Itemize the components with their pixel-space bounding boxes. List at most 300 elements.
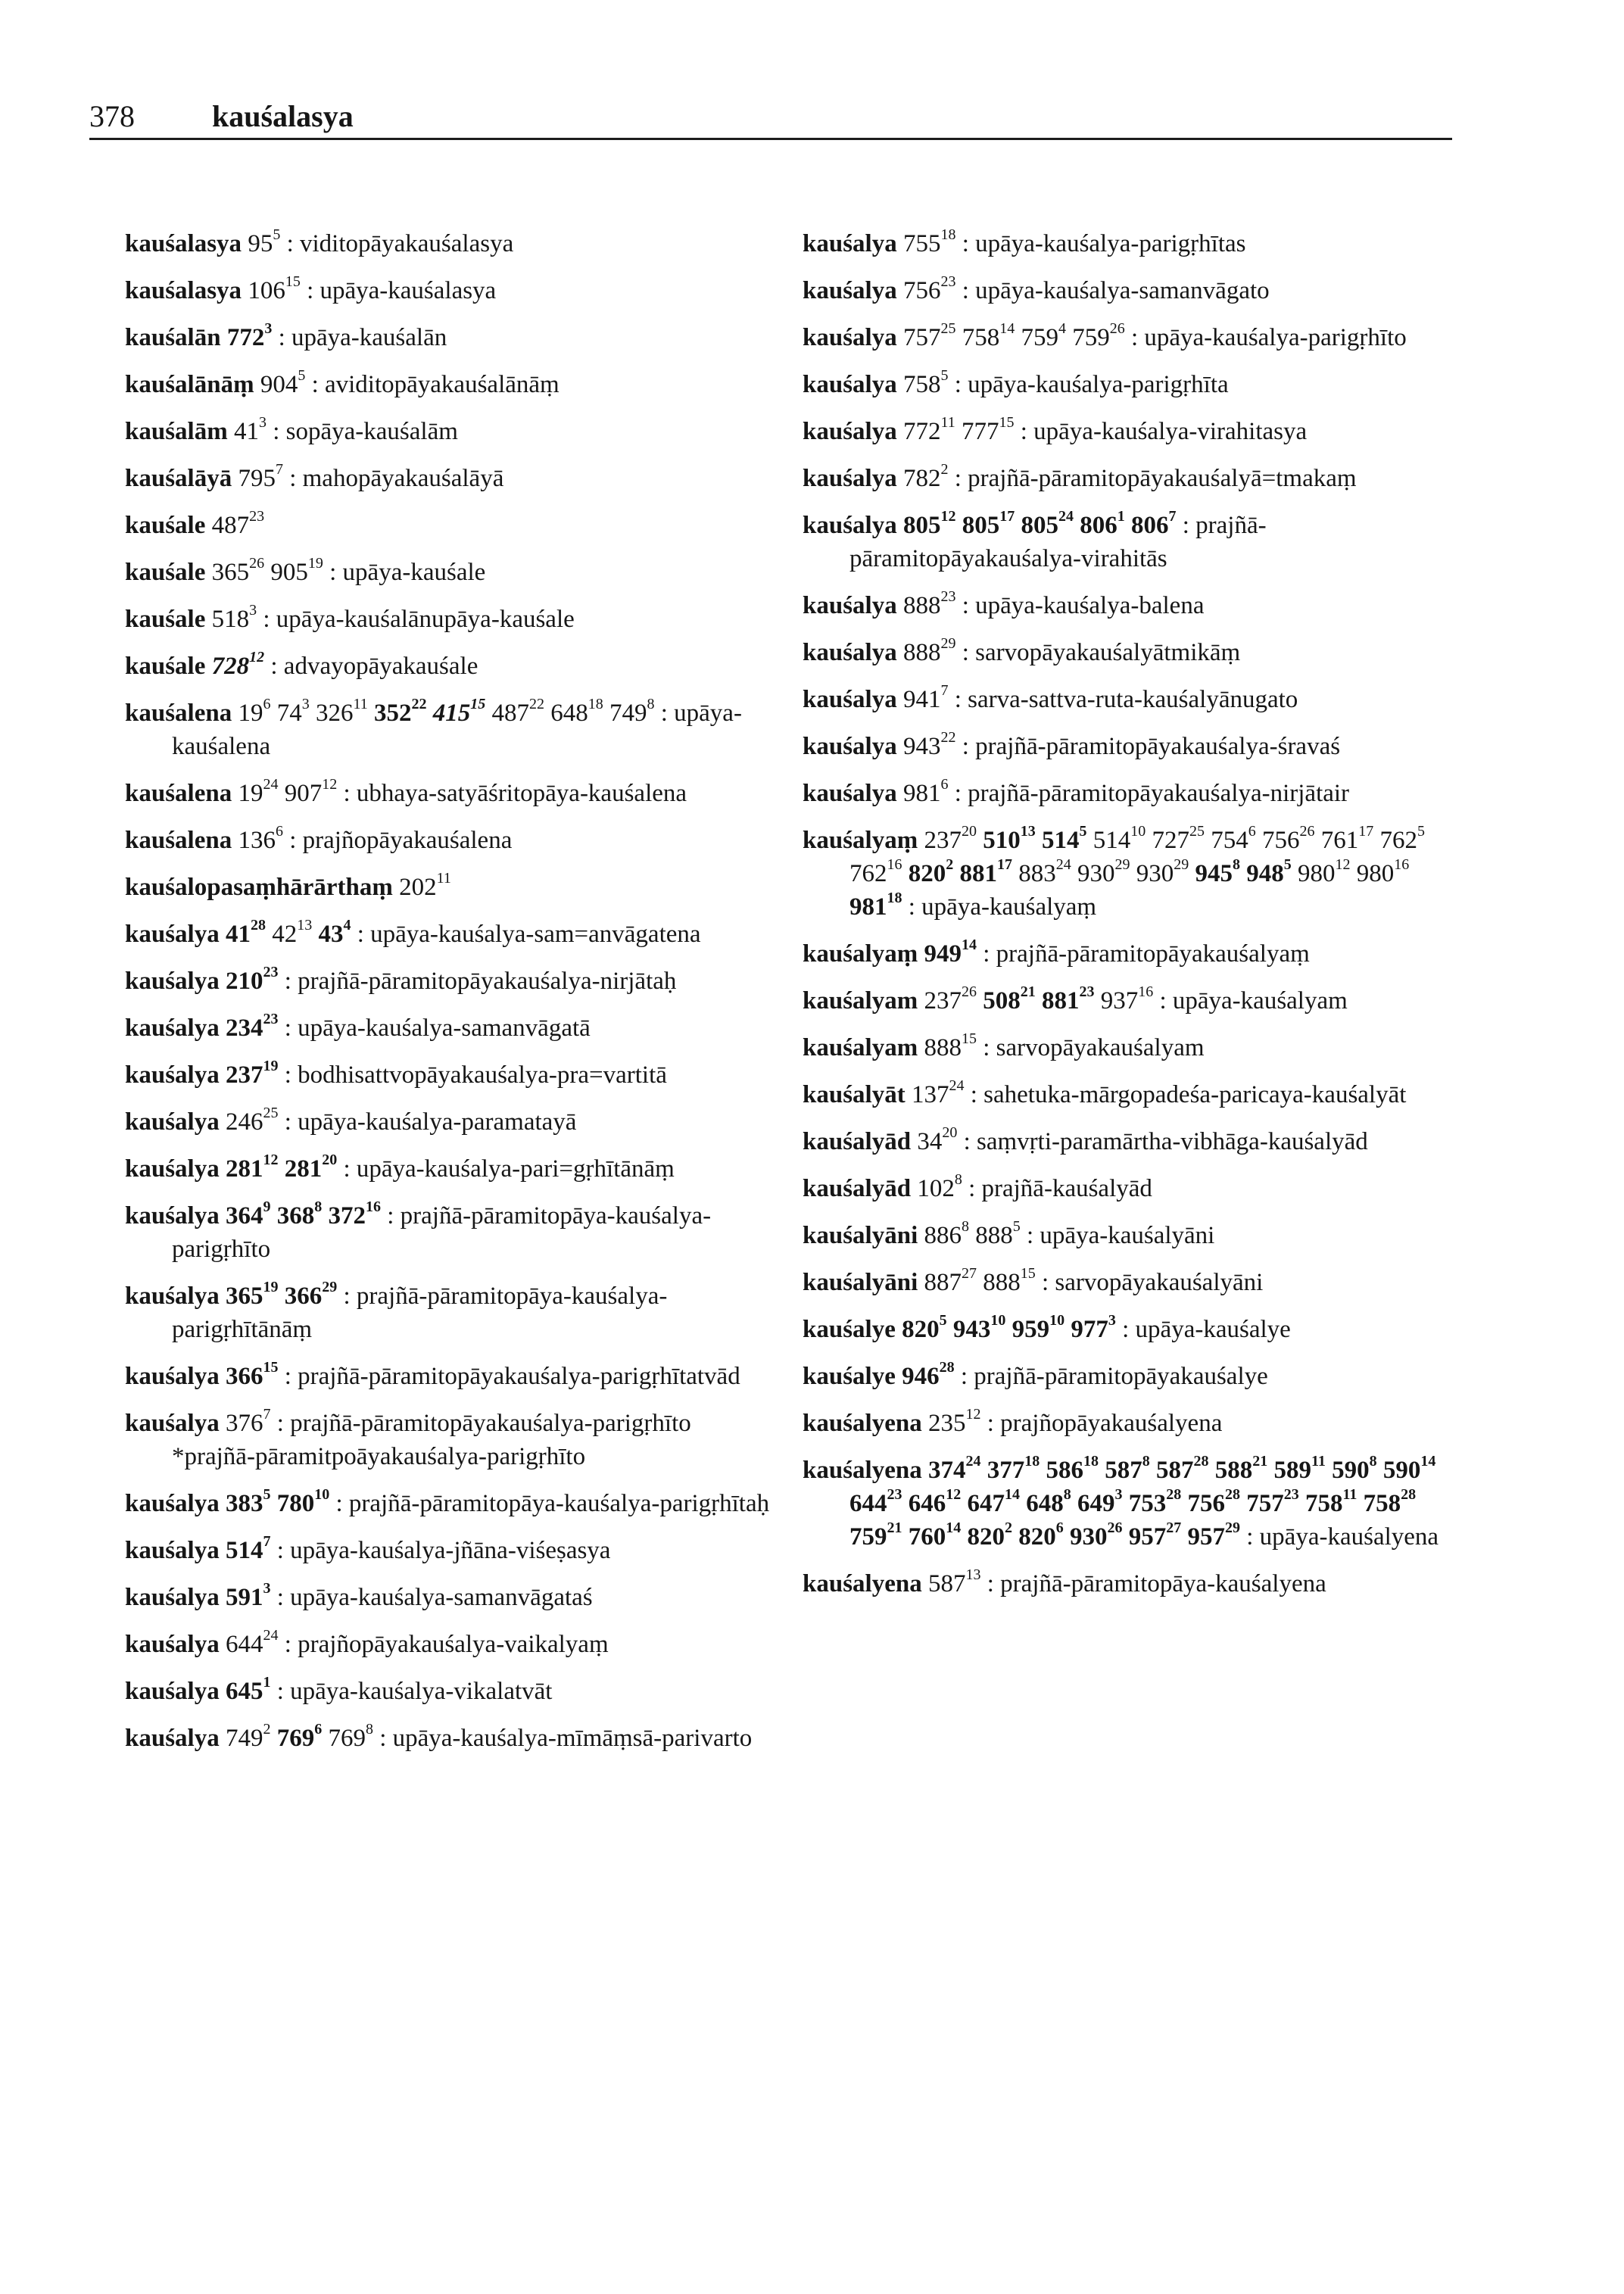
entry-gloss: sarva-sattva-ruta-kauśalyānugato	[968, 686, 1298, 713]
reference-line: 23	[940, 588, 956, 605]
entry-headword: kauśalya	[803, 686, 897, 713]
reference-line: 28	[250, 917, 266, 933]
reference-line: 15	[263, 1359, 279, 1376]
index-entry	[803, 824, 1454, 924]
entry-gloss: prajñopāyakauśalya-vaikalyaṃ	[298, 1631, 609, 1658]
reference-line: 9	[263, 1198, 271, 1215]
reference-line: 12	[946, 1486, 962, 1503]
entry-reference	[1011, 1312, 1065, 1343]
entry-reference	[1041, 823, 1087, 854]
reference-line: 7	[275, 461, 283, 478]
entry-reference	[276, 1198, 323, 1230]
entry-reference	[328, 1721, 373, 1752]
entry-gloss: upāya-kauśalya-sam=anvāgatena	[370, 921, 701, 948]
entry-reference	[1382, 1453, 1436, 1484]
index-entry	[125, 1534, 776, 1567]
entry-reference	[1187, 1486, 1241, 1517]
reference-line: 10	[1130, 823, 1146, 840]
reference-page: 904	[260, 371, 298, 398]
reference-page: 647	[967, 1490, 1005, 1517]
reference-line: 6	[263, 696, 271, 712]
reference-line: 28	[939, 1359, 955, 1376]
reference-page: 795	[238, 465, 276, 492]
entry-reference	[1100, 983, 1154, 1015]
entry-gloss: upāya-kauśalya-virahitasya	[1033, 418, 1308, 445]
page-number: 378	[89, 99, 135, 133]
entry-reference	[924, 1265, 977, 1296]
reference-page: 981	[849, 893, 887, 921]
reference-line: 12	[940, 508, 956, 525]
entry-headword: kauśalya	[125, 1061, 220, 1089]
reference-page: 905	[270, 559, 308, 586]
entry-reference	[902, 1359, 955, 1390]
reference-line: 3	[1114, 1486, 1123, 1503]
reference-page: 760	[908, 1523, 946, 1551]
entry-reference	[225, 964, 279, 995]
reference-page: 364	[225, 1202, 263, 1230]
reference-line: 18	[1024, 1453, 1040, 1470]
entry-headword: kauśalya	[803, 780, 897, 807]
entry-reference	[902, 776, 949, 807]
entry-headword: kauśalyāni	[803, 1269, 918, 1296]
reference-line: 1	[1117, 508, 1125, 525]
entry-reference	[1305, 1486, 1357, 1517]
entry-reference	[284, 776, 338, 807]
entry-headword: kauśalāyā	[125, 465, 232, 492]
reference-line: 17	[997, 856, 1012, 873]
index-entry	[803, 415, 1454, 448]
reference-page: 881	[1041, 987, 1080, 1015]
entry-gloss: aviditopāyakauśalānāṃ	[324, 371, 560, 398]
entry-reference	[917, 1124, 958, 1155]
entry-reference	[1093, 823, 1146, 854]
reference-page: 758	[1305, 1490, 1343, 1517]
entry-gloss: upāya-kauśalya-parigṛhīta	[968, 371, 1229, 398]
index-entry	[125, 1360, 776, 1393]
reference-line: 5	[273, 226, 281, 243]
reference-page: 137	[911, 1081, 949, 1108]
entry-headword: kauśalya	[803, 465, 897, 492]
index-entry	[125, 1279, 776, 1346]
entry-headword: kauśalya	[803, 418, 897, 445]
reference-line: 8	[1233, 856, 1240, 873]
reference-page: 777	[961, 418, 999, 445]
gloss-separator: :	[962, 230, 976, 257]
entry-headword: kauśalyāni	[803, 1222, 918, 1249]
entry-headword: kauśalya	[125, 1725, 220, 1752]
entry-gloss: upāya-kauśalya-parigṛhītas	[975, 230, 1246, 257]
index-entry	[125, 274, 776, 307]
reference-line: 13	[1020, 823, 1036, 840]
entry-reference	[1246, 856, 1292, 887]
reference-page: 237	[924, 827, 962, 854]
index-entry	[803, 321, 1454, 354]
entry-headword: kauśalya	[803, 230, 897, 257]
gloss-separator: :	[329, 559, 343, 586]
entry-gloss: prajñā-pāramitopāyakauśalya-parigṛhītatvād	[298, 1363, 740, 1390]
reference-page: 587	[1105, 1457, 1142, 1484]
reference-page: 749	[225, 1725, 263, 1752]
reference-line: 3	[301, 696, 310, 712]
reference-page: 755	[902, 230, 941, 257]
reference-page: 326	[315, 700, 354, 727]
entry-reference	[211, 649, 265, 680]
reference-line: 13	[965, 1566, 981, 1583]
entry-gloss: upāya-kauśalānupāya-kauśale	[276, 606, 575, 633]
reference-page: 514	[1093, 827, 1131, 854]
gloss-separator: :	[954, 465, 968, 492]
entry-reference	[248, 273, 301, 304]
entry-reference	[1018, 1519, 1064, 1551]
gloss-separator: :	[962, 592, 976, 619]
reference-page: 383	[225, 1490, 263, 1517]
gloss-separator: :	[357, 921, 371, 948]
reference-page: 588	[1214, 1457, 1253, 1484]
entry-headword: kauśalyena	[803, 1410, 922, 1437]
reference-page: 780	[276, 1490, 315, 1517]
reference-page: 806	[1130, 512, 1169, 539]
index-entry	[125, 1581, 776, 1614]
reference-page: 365	[211, 559, 250, 586]
reference-page: 945	[1195, 860, 1233, 887]
entry-reference	[1041, 983, 1095, 1015]
entry-gloss: upāya-kauśalasya	[320, 277, 497, 304]
entry-headword: kauśalye	[803, 1316, 896, 1343]
gloss-separator: :	[954, 780, 968, 807]
gloss-separator: :	[379, 1725, 393, 1752]
reference-page: 782	[902, 465, 941, 492]
entry-headword: kauśalena	[125, 780, 232, 807]
reference-page: 930	[1070, 1523, 1108, 1551]
gloss-separator: :	[276, 1537, 291, 1564]
entry-reference	[1018, 856, 1071, 887]
entry-reference	[609, 696, 655, 727]
entry-gloss: prajñā-pāramitopāyakauśalya-nirjātaḥ	[298, 968, 677, 995]
entry-headword: kauśalya	[125, 1202, 220, 1230]
entry-headword: kauśalām	[125, 418, 228, 445]
reference-page: 518	[211, 606, 250, 633]
reference-page: 727	[1152, 827, 1189, 854]
reference-page: 756	[902, 277, 941, 304]
entry-headword: kauśalānāṃ	[125, 371, 254, 398]
entry-reference	[1080, 508, 1125, 539]
entry-gloss: upāya-kauśalyāni	[1040, 1222, 1215, 1249]
reference-line: 16	[1138, 983, 1154, 1000]
reference-line: 26	[249, 555, 265, 572]
index-entry	[803, 1219, 1454, 1252]
entry-gloss: sarvopāyakauśalyāni	[1055, 1269, 1264, 1296]
reference-line: 18	[887, 890, 902, 906]
entry-reference	[225, 1152, 279, 1183]
reference-line: 19	[263, 1058, 279, 1074]
reference-line: 5	[939, 1312, 947, 1329]
gloss-separator: :	[962, 639, 976, 666]
index-entry	[125, 1152, 776, 1186]
gloss-separator: :	[276, 1410, 291, 1437]
reference-page: 514	[1041, 827, 1080, 854]
entry-reference	[961, 414, 1015, 445]
entry-gloss: upāya-kauśalya-jñāna-viśeṣasya	[290, 1537, 611, 1564]
entry-reference	[849, 856, 902, 887]
entry-headword: kauśalyam	[803, 987, 918, 1015]
reference-page: 759	[849, 1523, 887, 1551]
reference-page: 943	[902, 733, 941, 760]
reference-page: 756	[1261, 827, 1300, 854]
entry-reference	[962, 320, 1015, 351]
entry-gloss: prajñā-pāramitopāyakauśalya-nirjātair	[968, 780, 1350, 807]
entry-reference	[967, 1519, 1013, 1551]
entry-reference	[1246, 1486, 1299, 1517]
reference-page: 645	[225, 1678, 263, 1705]
reference-page: 930	[1136, 860, 1174, 887]
index-entry	[803, 227, 1454, 260]
entry-gloss: prajñopāyakauśalyena	[1000, 1410, 1223, 1437]
index-entry	[803, 1266, 1454, 1299]
entry-headword: kauśalya	[803, 277, 897, 304]
reference-line: 18	[1083, 1453, 1099, 1470]
gloss-separator: :	[1130, 324, 1145, 351]
entry-headword: kauśalasya	[125, 230, 242, 257]
reference-line: 3	[263, 1580, 271, 1597]
reference-line: 16	[887, 856, 902, 873]
reference-line: 15	[961, 1030, 977, 1047]
reference-line: 22	[528, 696, 544, 712]
reference-line: 26	[1107, 1519, 1123, 1536]
reference-page: 941	[902, 686, 941, 713]
reference-page: 761	[1320, 827, 1359, 854]
entry-reference	[211, 508, 265, 539]
index-entry	[803, 777, 1454, 810]
reference-line: 26	[1109, 320, 1125, 337]
reference-line: 6	[1248, 823, 1256, 840]
entry-headword: kauśalya	[803, 592, 897, 619]
entry-reference	[1071, 1312, 1116, 1343]
entry-headword: kauśalya	[803, 324, 897, 351]
entry-reference	[975, 1218, 1021, 1249]
reference-line: 28	[1166, 1486, 1182, 1503]
index-entry	[803, 1078, 1454, 1111]
entry-gloss: upāya-kauśalya-samanvāgato	[975, 277, 1270, 304]
reference-page: 805	[902, 512, 941, 539]
index-entry	[125, 321, 776, 354]
reference-page: 106	[248, 277, 285, 304]
reference-page: 757	[1246, 1490, 1284, 1517]
gloss-separator: :	[954, 686, 968, 713]
reference-page: 372	[328, 1202, 366, 1230]
entry-reference	[1332, 1453, 1377, 1484]
entry-reference	[902, 461, 949, 492]
entry-reference	[211, 602, 257, 633]
reference-line: 2	[1005, 1519, 1012, 1536]
reference-line: 10	[990, 1312, 1006, 1329]
entry-gloss: ubhaya-satyāśritopāya-kauśalena	[356, 780, 687, 807]
index-entry	[125, 415, 776, 448]
reference-line: 8	[1063, 1486, 1071, 1503]
entry-gloss: upāya-kauśalya-parigṛhīto	[1144, 324, 1407, 351]
reference-page: 234	[225, 1015, 263, 1042]
reference-page: 806	[1080, 512, 1117, 539]
entry-gloss: upāya-kauśalye	[1135, 1316, 1291, 1343]
reference-line: 28	[1401, 1486, 1417, 1503]
reference-page: 648	[550, 700, 588, 727]
reference-line: 21	[1252, 1453, 1268, 1470]
reference-page: 881	[959, 860, 997, 887]
reference-page: 587	[1155, 1457, 1194, 1484]
reference-page: 34	[917, 1128, 943, 1155]
reference-page: 805	[962, 512, 1000, 539]
entry-headword: kauśale	[125, 653, 206, 680]
reference-line: 3	[264, 320, 273, 337]
entry-headword: kauśalya	[125, 1363, 220, 1390]
entry-headword: kauśalyam	[803, 1034, 918, 1061]
entry-reference	[272, 917, 313, 948]
reference-page: 587	[927, 1570, 966, 1597]
entry-reference	[284, 1279, 338, 1310]
entry-reference	[432, 696, 486, 727]
entry-gloss: prajñā-pāramitopāya-kauśalya-parigṛhītaḥ	[348, 1490, 770, 1517]
reference-line: 11	[1311, 1453, 1326, 1470]
reference-line: 21	[1020, 983, 1036, 1000]
reference-page: 41	[225, 921, 251, 948]
entry-reference	[952, 1312, 1006, 1343]
gloss-separator: :	[343, 780, 357, 807]
entry-reference	[924, 1030, 977, 1061]
reference-page: 888	[975, 1222, 1013, 1249]
entry-reference	[225, 1279, 279, 1310]
reference-page: 888	[983, 1269, 1021, 1296]
entry-reference	[987, 1453, 1040, 1484]
entry-reference	[924, 983, 977, 1015]
reference-line: 7	[263, 1406, 271, 1423]
reference-line: 23	[249, 508, 265, 525]
reference-page: 19	[238, 700, 263, 727]
reference-page: 508	[983, 987, 1021, 1015]
index-entry	[125, 824, 776, 857]
reference-line: 21	[887, 1519, 902, 1536]
reference-page: 352	[373, 700, 412, 727]
reference-line: 5	[1417, 823, 1425, 840]
reference-line: 27	[962, 1265, 977, 1282]
reference-page: 907	[284, 780, 323, 807]
entry-headword: kauśalya	[125, 1108, 220, 1136]
index-entry	[803, 1031, 1454, 1064]
entry-reference	[902, 414, 955, 445]
reference-page: 762	[1379, 827, 1417, 854]
entry-reference	[1152, 823, 1205, 854]
reference-line: 22	[940, 729, 956, 746]
reference-page: 758	[902, 371, 941, 398]
reference-line: 8	[1369, 1453, 1377, 1470]
reference-page: 590	[1332, 1457, 1370, 1484]
entry-headword: kauśalasya	[125, 277, 242, 304]
entry-headword: kauśalya	[803, 733, 897, 760]
reference-page: 937	[1100, 987, 1139, 1015]
entry-reference	[225, 1580, 271, 1611]
entry-reference	[849, 1486, 902, 1517]
reference-page: 646	[908, 1490, 946, 1517]
reference-page: 980	[1356, 860, 1395, 887]
entry-reference	[328, 1198, 381, 1230]
entry-headword: kauśalya	[125, 1631, 220, 1658]
entry-reference	[373, 696, 427, 727]
gloss-separator: :	[387, 1202, 401, 1230]
entry-headword: kauśalopasaṃhārārthaṃ	[125, 874, 393, 901]
reference-line: 23	[1283, 1486, 1299, 1503]
reference-line: 16	[365, 1198, 381, 1215]
reference-page: 820	[902, 1316, 940, 1343]
index-entry	[125, 1105, 776, 1139]
reference-page: 514	[225, 1537, 263, 1564]
entry-gloss: sahetuka-mārgopadeśa-paricaya-kauśalyāt	[983, 1081, 1407, 1108]
entry-reference	[1070, 1519, 1123, 1551]
gloss-separator: :	[968, 1175, 982, 1202]
entry-headword: kauśalya	[125, 1015, 220, 1042]
entry-reference	[225, 1674, 271, 1705]
index-entry	[125, 1675, 776, 1708]
entry-reference	[902, 508, 956, 539]
reference-page: 759	[1072, 324, 1110, 351]
reference-line: 6	[275, 823, 283, 840]
reference-line: 18	[940, 226, 956, 243]
entry-reference	[983, 1265, 1036, 1296]
reference-page: 41	[233, 418, 259, 445]
entry-reference	[225, 917, 266, 948]
index-entry	[125, 603, 776, 636]
reference-page: 943	[952, 1316, 991, 1343]
entry-gloss: upāya-kauśalyam	[1172, 987, 1348, 1015]
entry-reference	[849, 1519, 902, 1551]
entry-headword: kauśale	[125, 512, 206, 539]
gloss-separator: :	[284, 968, 298, 995]
reference-line: 23	[1079, 983, 1095, 1000]
entry-headword: kauśale	[125, 559, 206, 586]
reference-line: 24	[949, 1077, 965, 1094]
entry-gloss: upāya-kauśalya-balena	[975, 592, 1205, 619]
entry-reference	[1128, 1486, 1182, 1517]
gloss-separator: :	[284, 1061, 298, 1089]
reference-page: 759	[1021, 324, 1058, 351]
reference-page: 772	[902, 418, 941, 445]
reference-page: 886	[924, 1222, 962, 1249]
entry-reference	[1320, 823, 1374, 854]
reference-page: 487	[211, 512, 250, 539]
gloss-separator: :	[1042, 1269, 1055, 1296]
reference-line: 5	[1012, 1218, 1021, 1235]
entry-headword: kauśalyaṃ	[803, 827, 918, 854]
reference-page: 762	[849, 860, 887, 887]
entry-headword: kauśalye	[803, 1363, 896, 1390]
index-entry	[125, 965, 776, 998]
reference-line: 14	[1420, 1453, 1436, 1470]
reference-page: 374	[927, 1457, 966, 1484]
reference-page: 757	[902, 324, 941, 351]
entry-reference	[399, 870, 451, 901]
entry-gloss: upāya-kauśalya-paramatayā	[298, 1108, 577, 1136]
entry-reference	[1273, 1453, 1326, 1484]
gloss-separator: :	[311, 371, 325, 398]
gloss-separator: :	[963, 1128, 977, 1155]
running-head: kauśalasya	[212, 99, 354, 133]
reference-page: 235	[927, 1410, 966, 1437]
entry-reference	[225, 1533, 271, 1564]
page-header	[89, 85, 1452, 138]
gloss-separator: :	[286, 230, 300, 257]
gloss-separator: :	[954, 371, 968, 398]
entry-reference	[967, 1486, 1021, 1517]
reference-line: 3	[1108, 1312, 1116, 1329]
reference-line: 3	[258, 414, 267, 431]
reference-line: 25	[1189, 823, 1205, 840]
